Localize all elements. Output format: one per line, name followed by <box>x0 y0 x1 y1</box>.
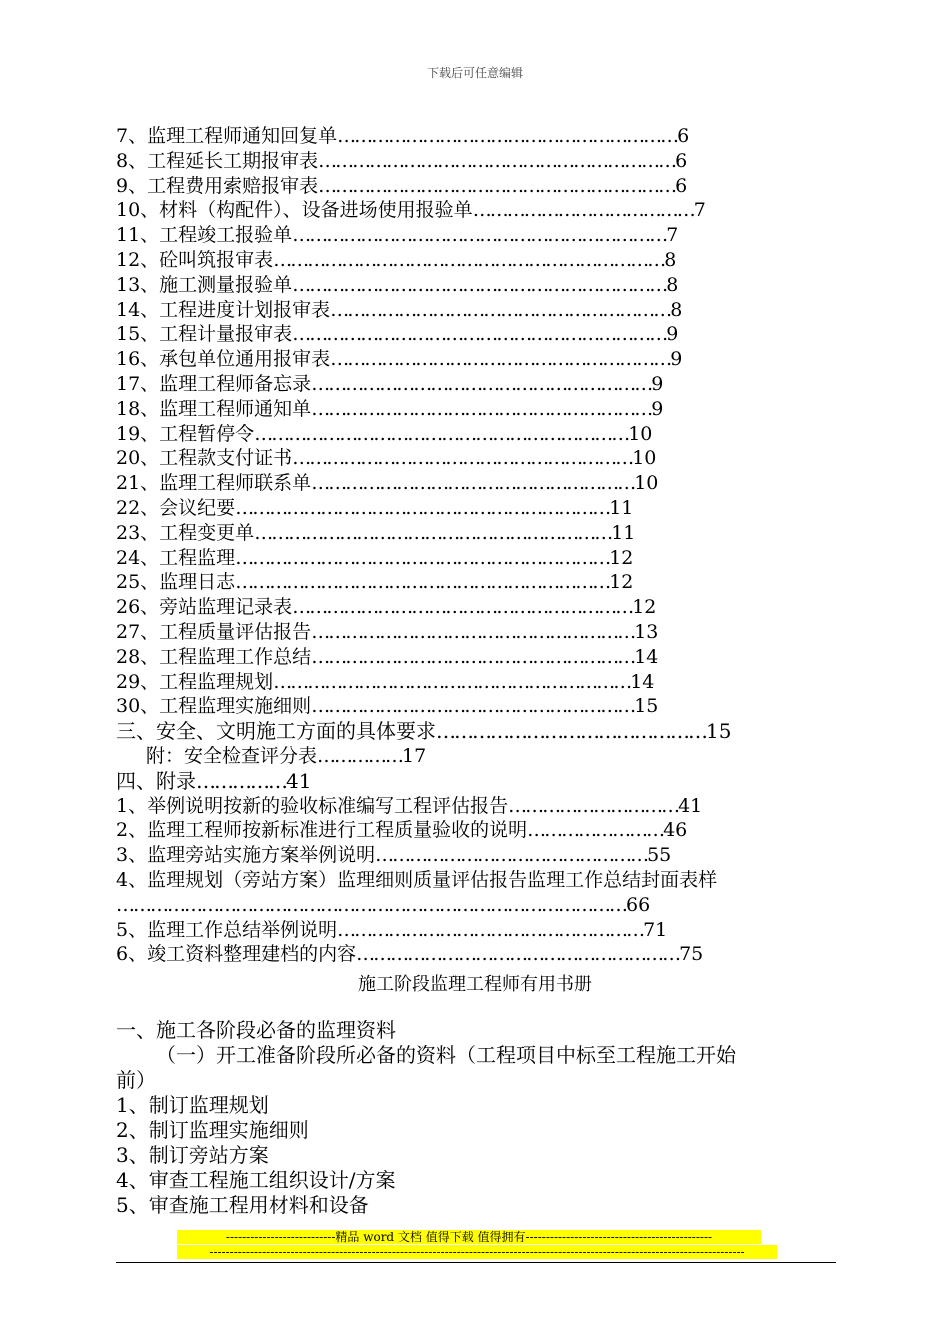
toc-entry-leader: ………………………… <box>508 794 679 817</box>
toc-entry-page: 71 <box>643 918 668 941</box>
toc-entry-page: 9 <box>651 372 664 395</box>
toc-entry-label: 23、工程变更单 <box>116 521 255 544</box>
toc-entry-leader: …………………………………………………… <box>337 125 678 147</box>
toc-entry-leader: ………………………………………………… <box>311 472 635 495</box>
page-header: 下载后可任意编辑 <box>426 66 523 80</box>
toc-entry[interactable] <box>116 719 836 744</box>
toc-entry-label: 19、工程暂停令 <box>116 422 255 445</box>
toc-entry-label: 21、监理工程师联系单 <box>116 472 312 495</box>
toc-entry[interactable] <box>116 843 836 868</box>
list-item: 5、审查施工程用材料和设备 <box>116 1193 369 1217</box>
toc-entry-leader: ……………………………………………… <box>337 918 644 941</box>
toc-entry[interactable] <box>116 620 836 645</box>
toc-entry[interactable] <box>116 744 836 769</box>
toc-entry[interactable] <box>116 322 836 347</box>
toc-entry-page: 10 <box>634 472 659 495</box>
toc-entry-page: 41 <box>286 768 312 793</box>
toc-entry-label: 9、工程费用索赔报审表 <box>116 174 319 197</box>
toc-entry[interactable] <box>116 496 836 521</box>
toc-entry-page: 6 <box>675 149 688 172</box>
toc-entry-label: 6、竣工资料整理建档的内容 <box>116 943 357 966</box>
toc-entry-page: 7 <box>693 199 706 222</box>
toc-entry[interactable] <box>116 248 836 273</box>
toc-entry-label: 7、监理工程师通知回复单 <box>116 125 338 147</box>
footer-banner-line2: ------------------------------------------------------------------------------------------------------------------------------------ <box>177 1245 777 1259</box>
toc-entry-leader: …………………………………………………… <box>311 372 652 395</box>
toc-entry-page: 14 <box>634 645 659 668</box>
list-item: 3、制订旁站方案 <box>116 1143 269 1167</box>
toc-entry-page: 9 <box>651 397 664 420</box>
toc-entry-label: 3、监理旁站实施方案举例说明 <box>116 844 376 867</box>
toc-entry-leader: ……………………………………………………… <box>318 149 676 172</box>
toc-entry-leader: ……………………………………………………… <box>318 174 676 197</box>
toc-entry-page: 75 <box>679 943 704 966</box>
toc-entry[interactable] <box>116 223 836 248</box>
toc-entry-label: 三、安全、文明施工方面的具体要求 <box>116 719 436 744</box>
toc-entry[interactable] <box>116 570 836 595</box>
toc-entry[interactable] <box>116 372 836 397</box>
toc-entry-leader: ………………………………………………………… <box>254 422 629 445</box>
table-of-contents <box>116 124 836 967</box>
toc-entry-leader: …………… <box>317 744 403 767</box>
toc-entry-page: 46 <box>663 819 688 842</box>
toc-entry[interactable] <box>116 818 836 843</box>
toc-entry-label: 11、工程竣工报验单 <box>116 224 293 247</box>
toc-entry-leader: ……………………………………… <box>436 719 706 744</box>
toc-entry-leader: ………………………………………………………… <box>235 546 610 569</box>
toc-entry[interactable] <box>116 918 836 943</box>
toc-entry[interactable] <box>116 422 836 447</box>
toc-entry-page: 8 <box>666 273 679 296</box>
toc-entry-label: 30、工程监理实施细则 <box>116 695 312 718</box>
toc-entry[interactable] <box>116 471 836 496</box>
toc-entry-label: 18、监理工程师通知单 <box>116 397 312 420</box>
toc-entry-label: 13、施工测量报验单 <box>116 273 293 296</box>
toc-entry[interactable] <box>116 942 836 967</box>
toc-entry-label: 附：安全检查评分表 <box>146 744 318 767</box>
toc-entry-label: 24、工程监理 <box>116 546 236 569</box>
toc-entry-page: 9 <box>666 323 679 346</box>
toc-entry-page: 12 <box>609 546 634 569</box>
toc-entry-leader: …………………………………………………… <box>330 298 671 321</box>
section-heading: 一、施工各阶段必备的监理资料 <box>116 1018 396 1042</box>
toc-entry-label: 25、监理日志 <box>116 571 236 594</box>
footer-banner-line1: ---------------------------精品 word 文档 值得下载 值得拥有---------------------------------------------- <box>177 1230 761 1244</box>
footer-rule <box>116 1262 836 1263</box>
toc-entry-leader: ………………………………………………………… <box>292 323 667 346</box>
toc-entry-page: 11 <box>609 496 634 519</box>
toc-entry-leader: ……………………………………………………………………………… <box>116 893 626 916</box>
toc-entry[interactable] <box>116 521 836 546</box>
toc-entry-label: 14、工程进度计划报审表 <box>116 298 331 321</box>
toc-entry-page: 55 <box>647 844 672 867</box>
toc-entry-page: 7 <box>666 224 679 247</box>
toc-entry[interactable] <box>116 868 836 893</box>
document-title: 施工阶段监理工程师有用书册 <box>358 974 592 995</box>
toc-entry-page: 13 <box>634 620 659 643</box>
list-item: 1、制订监理规划 <box>116 1093 269 1117</box>
list-item: 2、制订监理实施细则 <box>116 1118 309 1142</box>
toc-entry-label: 17、监理工程师备忘录 <box>116 372 312 395</box>
toc-entry[interactable] <box>116 670 836 695</box>
toc-entry-page: 8 <box>670 298 683 321</box>
toc-entry-page: 6 <box>675 174 688 197</box>
toc-entry[interactable] <box>116 198 836 223</box>
toc-entry-leader: …………………………………………………… <box>330 348 671 371</box>
toc-entry-page: 12 <box>632 596 657 619</box>
toc-entry-label: 27、工程质量评估报告 <box>116 620 312 643</box>
toc-entry-leader: …………… <box>196 768 286 793</box>
toc-entry-leader: …………………………………………………… <box>292 447 633 470</box>
toc-entry-leader: ………………………………………………………… <box>292 273 667 296</box>
toc-entry-leader: ……………………………………………………… <box>254 521 612 544</box>
toc-entry-page: 11 <box>611 521 636 544</box>
toc-entry-leader: …………………………………………………………… <box>273 248 665 271</box>
toc-entry-leader: …………………………………………………… <box>311 397 652 420</box>
toc-entry-leader: ………………………………………………………… <box>235 571 610 594</box>
toc-entry[interactable] <box>116 893 836 918</box>
toc-entry-page: 41 <box>678 794 703 817</box>
toc-entry[interactable] <box>116 595 836 620</box>
toc-entry-page: 17 <box>402 744 427 767</box>
toc-entry[interactable] <box>116 149 836 174</box>
toc-entry-page: 15 <box>706 719 732 744</box>
toc-entry-label: 2、监理工程师按新标准进行工程质量验收的说明 <box>116 819 528 842</box>
toc-entry[interactable] <box>116 645 836 670</box>
toc-entry[interactable] <box>116 124 836 149</box>
toc-entry-page: 66 <box>626 893 651 916</box>
toc-entry-leader: ………………………………………………… <box>356 943 680 966</box>
toc-entry-page: 10 <box>632 447 657 470</box>
toc-entry-page: 14 <box>630 670 655 693</box>
toc-entry-label: 20、工程款支付证书 <box>116 447 293 470</box>
toc-entry[interactable] <box>116 546 836 571</box>
toc-entry[interactable] <box>116 397 836 422</box>
toc-entry-page: 8 <box>664 248 677 271</box>
toc-entry-leader: ………………………………………………… <box>311 695 635 718</box>
toc-entry[interactable] <box>116 174 836 199</box>
toc-entry-page: 9 <box>670 348 683 371</box>
toc-entry-page: 10 <box>628 422 653 445</box>
toc-entry-leader: …………………………………………………… <box>292 596 633 619</box>
toc-entry-label: 1、举例说明按新的验收标准编写工程评估报告 <box>116 794 509 817</box>
toc-entry-label: 29、工程监理规划 <box>116 670 274 693</box>
toc-entry[interactable] <box>116 273 836 298</box>
toc-entry-leader: ………………………………………………………… <box>235 496 610 519</box>
toc-entry-leader: ………………………………………… <box>375 844 648 867</box>
toc-entry-leader: ………………………………………………………… <box>292 224 667 247</box>
toc-entry-label: 5、监理工作总结举例说明 <box>116 918 338 941</box>
toc-entry[interactable] <box>116 794 836 819</box>
toc-entry-label: 4、监理规划（旁站方案）监理细则质量评估报告监理工作总结封面表样 <box>116 868 718 891</box>
toc-entry[interactable] <box>116 694 836 719</box>
toc-entry-page: 12 <box>609 571 634 594</box>
sub-heading-line2: 前） <box>116 1068 156 1092</box>
toc-entry-leader: ………………………………………………… <box>311 645 635 668</box>
toc-entry-leader: ………………………………… <box>472 199 694 222</box>
toc-entry-label: 16、承包单位通用报审表 <box>116 348 331 371</box>
toc-entry-page: 15 <box>634 695 659 718</box>
toc-entry-leader: …………………… <box>527 819 664 842</box>
toc-entry-leader: ……………………………………………………… <box>273 670 631 693</box>
toc-entry-label: 26、旁站监理记录表 <box>116 596 293 619</box>
toc-entry[interactable] <box>116 446 836 471</box>
toc-entry-leader: ………………………………………………… <box>311 620 635 643</box>
toc-entry[interactable] <box>116 298 836 323</box>
section-body <box>116 1018 841 1218</box>
toc-entry-page: 6 <box>677 125 690 147</box>
toc-entry-label: 四、附录 <box>116 768 196 793</box>
sub-heading-line1: （一）开工准备阶段所必备的资料（工程项目中标至工程施工开始 <box>156 1043 736 1067</box>
toc-entry-label: 22、会议纪要 <box>116 496 236 519</box>
toc-entry-label: 12、砼叫筑报审表 <box>116 248 274 271</box>
list-item: 4、审查工程施工组织设计/方案 <box>116 1168 396 1192</box>
toc-entry[interactable] <box>116 769 836 794</box>
toc-entry-label: 10、材料（构配件）、设备进场使用报验单 <box>116 199 473 222</box>
toc-entry[interactable] <box>116 347 836 372</box>
toc-entry-label: 28、工程监理工作总结 <box>116 645 312 668</box>
toc-entry-label: 15、工程计量报审表 <box>116 323 293 346</box>
toc-entry-label: 8、工程延长工期报审表 <box>116 149 319 172</box>
